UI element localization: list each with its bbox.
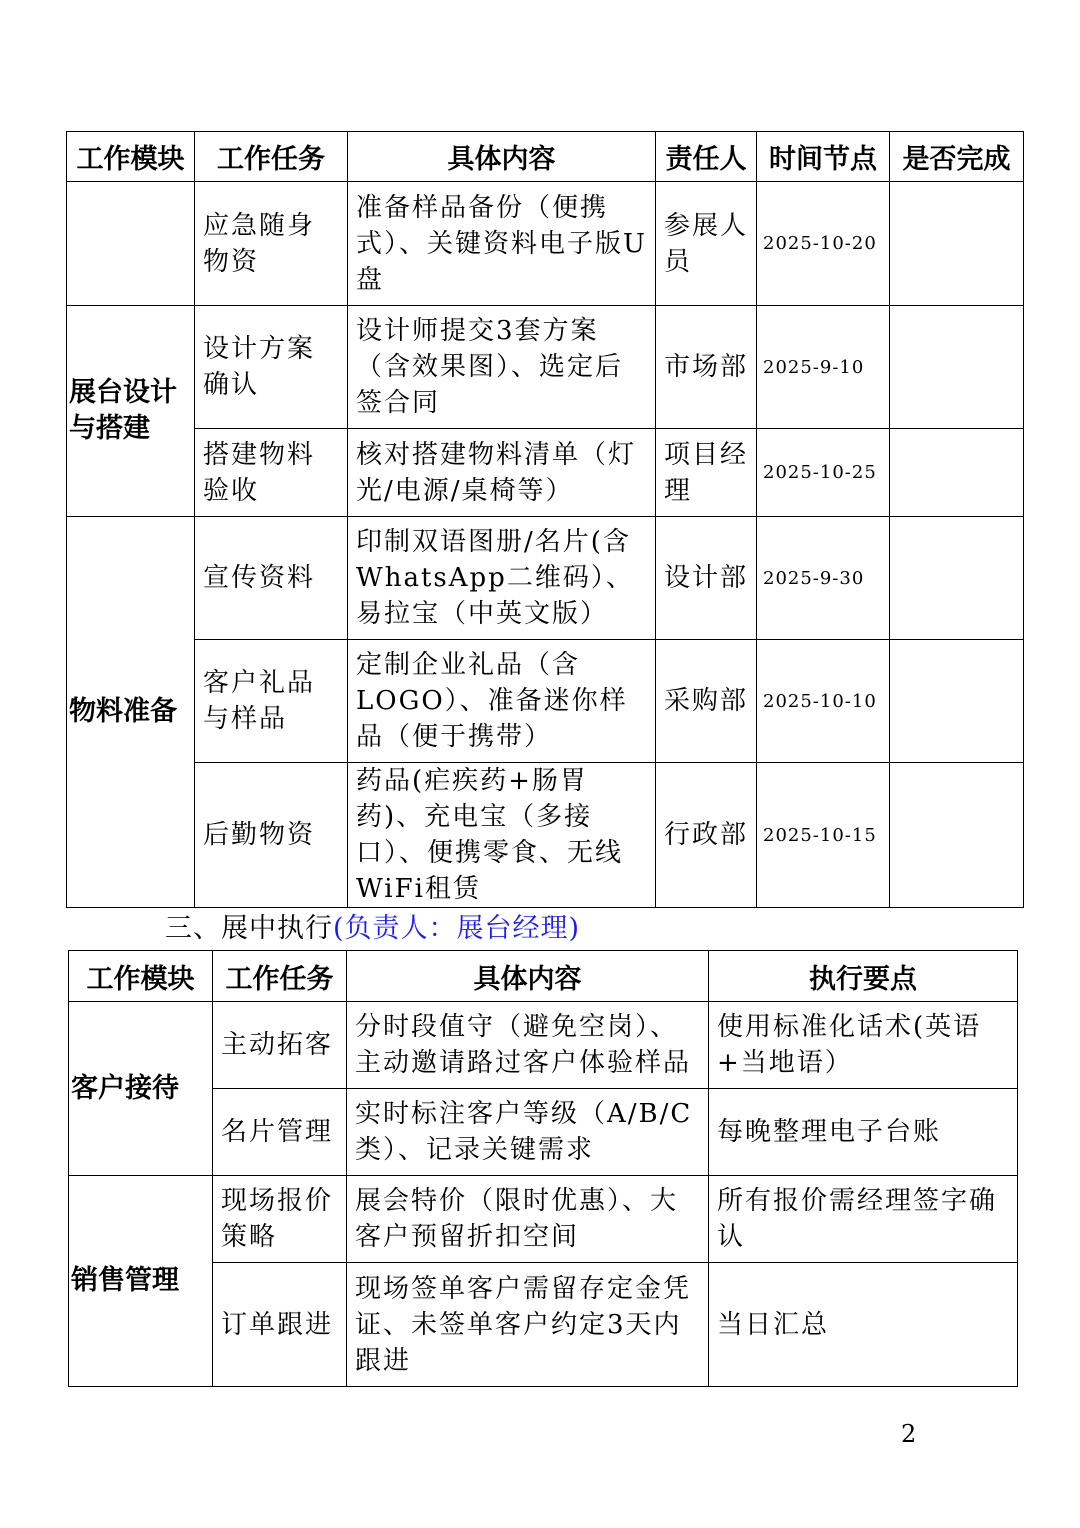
preparation-table bbox=[66, 131, 1024, 908]
done-cell bbox=[890, 429, 1024, 517]
header-content: 具体内容 bbox=[348, 132, 656, 182]
task-cell: 客户礼品与样品 bbox=[195, 640, 348, 763]
owner-cell: 设计部 bbox=[656, 517, 757, 640]
content-cell: 印制双语图册/名片(含WhatsApp二维码）、易拉宝（中英文版） bbox=[348, 517, 656, 640]
header-task: 工作任务 bbox=[213, 951, 347, 1002]
header-module: 工作模块 bbox=[67, 132, 195, 182]
content-cell: 准备样品备份（便携式）、关键资料电子版U盘 bbox=[348, 182, 656, 306]
content-cell: 展会特价（限时优惠）、大客户预留折扣空间 bbox=[347, 1176, 709, 1263]
module-cell: 物料准备 bbox=[67, 517, 195, 908]
content-cell: 核对搭建物料清单（灯光/电源/桌椅等） bbox=[348, 429, 656, 517]
table-row bbox=[67, 306, 1024, 429]
header-content: 具体内容 bbox=[347, 951, 709, 1002]
section-heading-owner: (负责人：展台经理) bbox=[333, 913, 581, 944]
done-cell bbox=[890, 182, 1024, 306]
module-cell: 客户接待 bbox=[69, 1002, 213, 1176]
header-date: 时间节点 bbox=[757, 132, 890, 182]
module-cell: 销售管理 bbox=[69, 1176, 213, 1387]
task-cell: 搭建物料验收 bbox=[195, 429, 348, 517]
point-cell: 每晚整理电子台账 bbox=[709, 1089, 1018, 1176]
owner-cell: 市场部 bbox=[656, 306, 757, 429]
task-cell: 应急随身物资 bbox=[195, 182, 348, 306]
owner-cell: 项目经理 bbox=[656, 429, 757, 517]
table-header-row bbox=[69, 951, 1018, 1002]
header-task: 工作任务 bbox=[195, 132, 348, 182]
content-cell: 现场签单客户需留存定金凭证、未签单客户约定3天内跟进 bbox=[347, 1263, 709, 1387]
header-module: 工作模块 bbox=[69, 951, 213, 1002]
date-cell: 2025-10-20 bbox=[757, 182, 890, 306]
task-cell: 名片管理 bbox=[213, 1089, 347, 1176]
table-row bbox=[67, 763, 1024, 908]
done-cell bbox=[890, 640, 1024, 763]
section-heading bbox=[165, 906, 580, 945]
owner-cell: 行政部 bbox=[656, 763, 757, 908]
date-cell: 2025-10-15 bbox=[757, 763, 890, 908]
date-cell: 2025-10-25 bbox=[757, 429, 890, 517]
content-cell: 设计师提交3套方案（含效果图）、选定后签合同 bbox=[348, 306, 656, 429]
content-cell: 药品(疟疾药+肠胃药)、充电宝（多接口）、便携零食、无线WiFi租赁 bbox=[348, 763, 656, 908]
point-cell: 使用标准化话术(英语+当地语） bbox=[709, 1002, 1018, 1089]
header-point: 执行要点 bbox=[709, 951, 1018, 1002]
point-cell: 所有报价需经理签字确认 bbox=[709, 1176, 1018, 1263]
done-cell bbox=[890, 763, 1024, 908]
owner-cell: 采购部 bbox=[656, 640, 757, 763]
owner-cell: 参展人员 bbox=[656, 182, 757, 306]
module-cell bbox=[67, 182, 195, 306]
date-cell: 2025-9-30 bbox=[757, 517, 890, 640]
table-row bbox=[69, 1002, 1018, 1089]
point-cell: 当日汇总 bbox=[709, 1263, 1018, 1387]
execution-table bbox=[68, 950, 1018, 1387]
module-cell: 展台设计与搭建 bbox=[67, 306, 195, 517]
table-row bbox=[67, 429, 1024, 517]
header-done: 是否完成 bbox=[890, 132, 1024, 182]
date-cell: 2025-9-10 bbox=[757, 306, 890, 429]
task-cell: 设计方案确认 bbox=[195, 306, 348, 429]
table-header-row bbox=[67, 132, 1024, 182]
task-cell: 宣传资料 bbox=[195, 517, 348, 640]
table-row bbox=[67, 640, 1024, 763]
content-cell: 定制企业礼品（含LOGO）、准备迷你样品（便于携带） bbox=[348, 640, 656, 763]
task-cell: 主动拓客 bbox=[213, 1002, 347, 1089]
done-cell bbox=[890, 517, 1024, 640]
header-owner: 责任人 bbox=[656, 132, 757, 182]
section-heading-prefix: 三、展中执行 bbox=[165, 913, 333, 944]
table-row bbox=[69, 1176, 1018, 1263]
table-row bbox=[67, 182, 1024, 306]
page-number: 2 bbox=[901, 1420, 917, 1448]
content-cell: 分时段值守（避免空岗）、主动邀请路过客户体验样品 bbox=[347, 1002, 709, 1089]
task-cell: 后勤物资 bbox=[195, 763, 348, 908]
task-cell: 现场报价策略 bbox=[213, 1176, 347, 1263]
task-cell: 订单跟进 bbox=[213, 1263, 347, 1387]
date-cell: 2025-10-10 bbox=[757, 640, 890, 763]
table-row bbox=[67, 517, 1024, 640]
content-cell: 实时标注客户等级（A/B/C类）、记录关键需求 bbox=[347, 1089, 709, 1176]
done-cell bbox=[890, 306, 1024, 429]
